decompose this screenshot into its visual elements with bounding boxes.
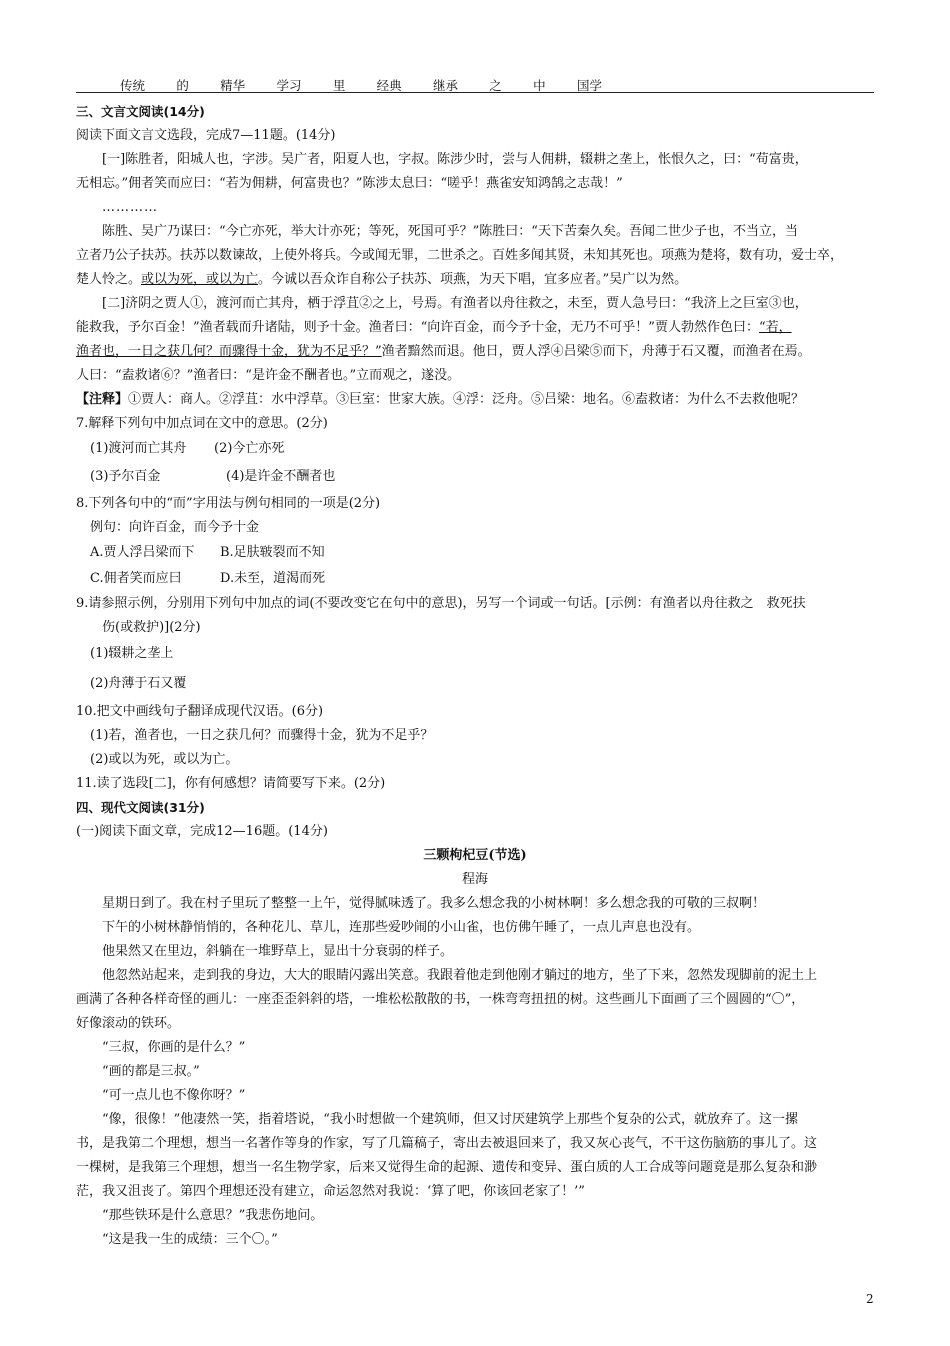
question-11: 11.读了选段[二]，你有何感想？请简要写下来。(2分) <box>76 776 386 791</box>
text-span: 能救我，予尔百金！”渔者载而升诸陆，则予十金。渔者曰：“向许百金，而今予十金，无乃不可乎！”贾人勃然作色曰： <box>76 320 759 335</box>
annotation-label: 【注释】 <box>76 392 129 407</box>
header-word: 中 <box>533 78 546 93</box>
section-3-intro: 阅读下面文言文选段，完成7—11题。(14分) <box>76 128 336 143</box>
dialogue-line: “这是我一生的成绩：三个〇。” <box>102 1232 278 1247</box>
header-word: 学习 <box>276 78 302 93</box>
question-9-cont: 伤(或救护)](2分) <box>102 620 201 635</box>
header-words <box>76 76 874 94</box>
q7-item: (2)今亡亦死 <box>214 441 285 456</box>
article-paragraph: 下午的小树林静悄悄的，各种花儿、草儿，连那些爱吵闹的小山雀，也仿佛午睡了，一点儿声息也没有。 <box>102 920 701 935</box>
page-number: 2 <box>866 1292 874 1306</box>
q8-option-d: D.未至，道渴而死 <box>220 571 326 586</box>
q8-row-2 <box>76 566 874 592</box>
underlined-sentence: 或以为死，或以为亡 <box>141 272 259 287</box>
passage-3-line-3 <box>76 340 874 364</box>
passage-2-line-1: 陈胜、吴广乃谋曰：“今亡亦死，举大计亦死；等死，死国可乎？”陈胜曰：“天下苦秦久矣。吾闻二世少子也，不当立，当 <box>102 224 798 239</box>
article-paragraph-cont: 茫，我又沮丧了。第四个理想还没有建立，命运忽然对我说：‘算了吧，你该回老家了！’” <box>76 1184 585 1199</box>
question-8: 8.下列各句中的“而”字用法与例句相同的一项是(2分) <box>76 496 381 511</box>
question-10: 10.把文中画线句子翻译成现代汉语。(6分) <box>76 704 324 719</box>
q7-item: (1)渡河而亡其舟 <box>90 441 187 456</box>
q7-item: (4)是许金不酬者也 <box>226 469 336 484</box>
header-word: 精华 <box>220 78 246 93</box>
dialogue-line: “可一点儿也不像你呀？” <box>102 1088 246 1103</box>
passage-1-line-2: 无相忘。”佣者笑而应曰：“若为佣耕，何富贵也？”陈涉太息曰：“嗟乎！燕雀安知鸿鹄之志哉！” <box>76 176 623 191</box>
article-paragraph: 他果然又在里边，斜躺在一堆野草上，显出十分衰弱的样子。 <box>102 944 454 959</box>
passage-3-line-2 <box>76 316 874 340</box>
text-span: 楚人怜之。 <box>76 272 142 287</box>
header-word: 的 <box>176 78 189 93</box>
annotation-text: ①贾人：商人。②浮苴：水中浮草。③巨室：世家大族。④浮：泛舟。⑤吕梁：地名。⑥盍救诸：为什么不去救他呢？ <box>128 392 805 407</box>
q7-row-2 <box>76 462 874 492</box>
q8-option-a: A.贾人浮吕梁而下 <box>90 545 195 560</box>
section-3-title: 三、文言文阅读(14分) <box>76 104 205 119</box>
header-word: 传统 <box>120 78 146 93</box>
article-paragraph: 他忽然站起来，走到我的身边，大大的眼睛闪露出笑意。我跟着他走到他刚才躺过的地方，坐了下来，忽然发现脚前的泥土上 <box>102 968 818 983</box>
header-word: 经典 <box>376 78 402 93</box>
q8-option-c: C.佣者笑而应曰 <box>90 571 182 586</box>
passage-2-line-2: 立者乃公子扶苏。扶苏以数谏故，上使外将兵。今或闻无罪，二世杀之。百姓多闻其贤，未知其死也。项燕为楚将，数有功，爱士卒， <box>76 248 844 263</box>
article-paragraph-cont: 画满了各种各样奇怪的画儿：一座歪歪斜斜的塔，一堆松松散散的书，一株弯弯扭扭的树。这些画儿下面画了三个圆圆的“〇”， <box>76 992 805 1007</box>
article-paragraph-cont: 书，是我第二个理想，想当一名著作等身的作家，写了几篇稿子，寄出去被退回来了，我又灰心丧气，不干这伤脑筋的事儿了。这 <box>76 1136 818 1151</box>
question-7: 7.解释下列句中加点词在文中的意思。(2分) <box>76 416 328 431</box>
article-paragraph-cont: 好像滚动的铁环。 <box>76 1016 181 1031</box>
passage-3-line-1: [二]济阴之贾人①，渡河而亡其舟，栖于浮苴②之上，号焉。有渔者以舟往救之，未至，贾人急号曰：“我济上之巨室③也， <box>102 296 808 311</box>
passage-3-line-4: 人曰：“盍救诸⑥？”渔者曰：“是许金不酬者也。”立而观之，遂没。 <box>76 368 461 383</box>
text-span: 渔者黯然而退。他日，贾人浮④吕梁⑤而下，舟薄于石又覆，而渔者在焉。 <box>381 344 811 359</box>
q9-item-1: (1)辍耕之垄上 <box>90 646 174 661</box>
q10-item-1: (1)若，渔者也，一日之获几何？而骤得十金，犹为不足乎？ <box>90 728 434 743</box>
article-paragraph-cont: 一棵树，是我第三个理想，想当一名生物学家，后来又觉得生命的起源、遗传和变异、蛋白质的人工合成等问题竟是那么复杂和渺 <box>76 1160 818 1175</box>
text-span: 。今诚以吾众诈自称公子扶苏、项燕，为天下唱，宜多应者。”吴广以为然。 <box>258 272 688 287</box>
article-paragraph: “像，很像！”他凄然一笑，指着塔说，“我小时想做一个建筑师，但又讨厌建筑学上那些个复杂的公式，就放弃了。这一摞 <box>102 1112 798 1127</box>
header-word: 里 <box>332 78 346 93</box>
q8-example: 例句：向许百金，而今予十金 <box>90 520 260 535</box>
dialogue-line: “画的都是三叔。” <box>102 1064 200 1079</box>
q10-item-2: (2)或以为死，或以为亡。 <box>90 752 239 767</box>
q9-item-2: (2)舟薄于石又覆 <box>90 676 187 691</box>
page <box>76 0 874 1247</box>
underlined-sentence: 渔者也，一日之获几何？而骤得十金，犹为不足乎？” <box>76 344 382 359</box>
annotation <box>76 388 874 412</box>
article-title: 三颗枸杞豆(节选) <box>423 848 527 863</box>
question-9: 9.请参照示例，分别用下列句中加点的词(不要改变它在句中的意思)，另写一个词或一句话。[示例：有渔者以舟往救之 救死扶 <box>76 596 806 611</box>
page-header <box>76 0 874 93</box>
section-4-intro: (一)阅读下面文章，完成12—16题。(14分) <box>76 824 328 839</box>
header-word: 继承 <box>432 78 458 93</box>
q7-item: (3)予尔百金 <box>90 469 161 484</box>
passage-2-line-3 <box>76 268 874 292</box>
underlined-sentence: “若， <box>758 320 792 335</box>
article-paragraph: 星期日到了。我在村子里玩了整整一上午，觉得腻味透了。我多么想念我的小树林啊！多么想念我的可敬的三叔啊！ <box>102 896 766 911</box>
section-4-title: 四、现代文阅读(31分) <box>76 800 205 815</box>
q7-row-1 <box>76 436 874 462</box>
header-word: 国学 <box>576 78 602 93</box>
q8-row-1 <box>76 540 874 566</box>
passage-1-line-1: [一]陈胜者，阳城人也，字涉。吴广者，阳夏人也，字叔。陈涉少时，尝与人佣耕，辍耕之垄上，怅恨久之，曰：“苟富贵， <box>102 152 808 167</box>
passage-ellipsis: ………… <box>102 200 158 215</box>
header-word: 之 <box>489 78 502 93</box>
dialogue-line: “那些铁环是什么意思？”我悲伤地问。 <box>102 1208 324 1223</box>
document-body <box>76 100 874 1252</box>
article-author: 程海 <box>461 872 488 887</box>
dialogue-line: “三叔，你画的是什么？” <box>102 1040 246 1055</box>
q8-option-b: B.足肤皲裂而不知 <box>220 545 325 560</box>
